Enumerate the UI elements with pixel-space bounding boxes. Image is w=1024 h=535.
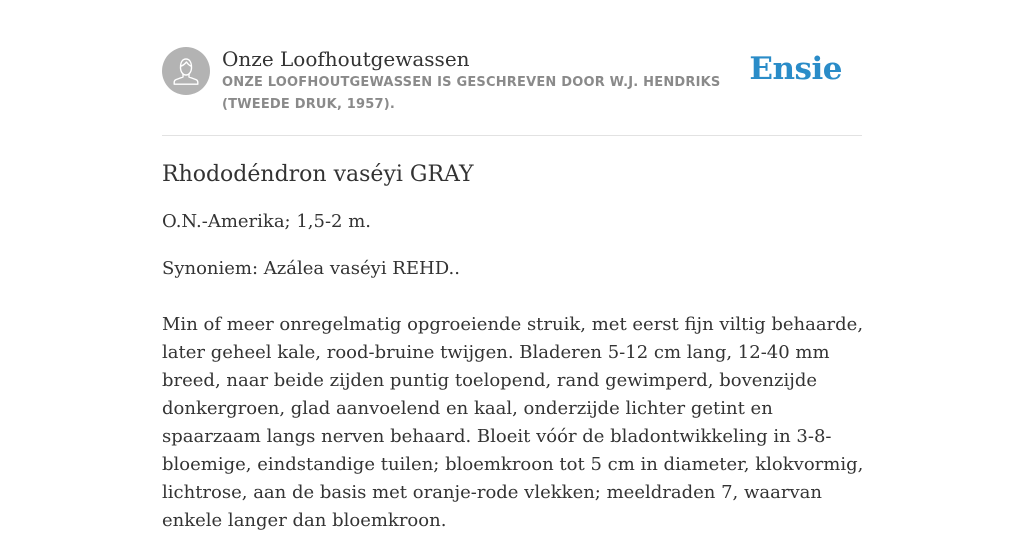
- header-divider: [162, 135, 862, 136]
- source-header: [162, 47, 862, 117]
- entry-region: O.N.-Amerika; 1,5-2 m.: [162, 211, 372, 232]
- entry-synonym: Synoniem: Azálea vaséyi REHD..: [162, 258, 460, 279]
- ensie-logo[interactable]: Ensie: [749, 51, 842, 87]
- source-title[interactable]: Onze Loofhoutgewassen: [222, 47, 470, 71]
- entry-description: Min of meer onregelmatig opgroeiende struik, met eerst fijn viltig behaarde, later geheel kale, rood-bruine twijgen. Bladeren 5-12 cm lang, 12-40 mm breed, naar beide zijden puntig toelopend, rand gewimperd, bovenzijde donkergroen, glad aanvoelend en kaal, onderzijde lichter getint en spaarzaam langs nerven behaard. Bloeit vóór de bladontwikkeling in 3-8-bloemige, eindstandige tuilen; bloemkroon tot 5 cm in diameter, klokvormig, lichtrose, aan de basis met oranje-rode vlekken; meeldraden 7, waarvan enkele langer dan bloemkroon.: [162, 314, 864, 531]
- user-silhouette-icon: [162, 47, 210, 95]
- avatar: [162, 47, 210, 95]
- entry-title: Rhododéndron vaséyi GRAY: [162, 162, 474, 187]
- entry-content: [162, 157, 866, 535]
- source-description: ONZE LOOFHOUTGEWASSEN IS GESCHREVEN DOOR W.J. HENDRIKS (TWEEDE DRUK, 1957).: [222, 75, 721, 112]
